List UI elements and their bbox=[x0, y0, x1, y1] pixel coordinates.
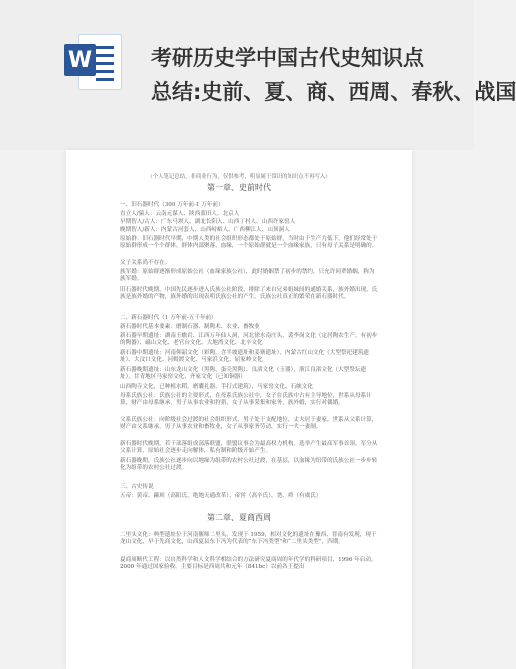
paragraph: 直立人/猿人：云南元谋人、陕西蓝田人、北京人 bbox=[120, 211, 240, 217]
paragraph: 母系氏族公社：氏族公社的主要形式，在母系氏族公社中，女子在氏族中占有主导地位，世系从母系计算，财产由母系继承，男子从事农业和狩猎，女子从事采集和家务，族外婚，实行对偶婚。 bbox=[120, 393, 372, 406]
paragraph: 旧石器时代晚期，中国先民逐步进入氏族公社阶段，排除了来自兄弟姐妹间的通婚关系，族外婚出现，氏族是族外婚的产物，族外婚的出现表明氏族公社的产生，氏族公社真正的繁荣在新石器时代。 bbox=[120, 287, 378, 300]
chapter-2-heading: 第二章、夏商西周 bbox=[207, 513, 271, 522]
chapter-1-heading: 第一章、史前时代 bbox=[207, 183, 271, 192]
paragraph: 五帝：黄帝、颛顼（高阳氏，绝地天通改革）、帝喾（高辛氏）、尧、舜（有虞氏） bbox=[120, 493, 322, 499]
word-document-icon bbox=[64, 32, 122, 90]
disclaimer-note: （个人笔记总结，非商业行为，仅供参考，明显属于常识的知识点不再写入） bbox=[147, 174, 331, 180]
paragraph: 二里头文化：典型遗址位于河南偃师二里头，发现于 1959，相对文化的遗址在豫西、晋南有发现，现于龙山文化，早于先商文化，山西夏县东下冯为代表的“东下冯类型”和“二里头类型”，四期。 bbox=[120, 532, 377, 545]
document-title-line-2: 总结:史前、夏、商、西周、春秋、战国 bbox=[151, 80, 516, 104]
paragraph: 新石器晚期，氏族公社逐步向以地缘为组带的农村公社过渡，在基层，以血缘为纽带的氏族公社一步步转化为组带的农村公社过渡。 bbox=[120, 458, 378, 471]
paragraph: 新石器早期遗址：湖南玉蟾岩、江西万年仙人洞，河北徐水南庄头，裴李岗文化（定居陶农生产，有初步的陶器）、磁山文化、老官台文化、大地湾文化、北辛文化 bbox=[120, 333, 378, 346]
paragraph: 族军婚：原始群逐渐形成原始公社（血缘家族公社），此时婚姻禁了初步的禁约，只允许同辈婚姻，称为族军婚。 bbox=[120, 269, 375, 282]
section-heading: 三、古史传说 bbox=[120, 484, 154, 490]
paragraph: 山西陶寺文化，已种植水稻，磨囊礼器、手打式建筑）、马家窑文化、石峡文化 bbox=[120, 384, 313, 390]
document-page bbox=[66, 150, 412, 669]
header-banner bbox=[0, 0, 516, 150]
paragraph: 晚期智人/新人：内蒙古河套人、山西峙峪人、广西柳江人、山顶洞人 bbox=[120, 227, 290, 233]
paragraph: 父子关系尚不存在。 bbox=[120, 260, 171, 266]
paragraph: 原始群：旧石器时代早期，中期人类的社会组织形态都处于原始群，当时由于生产力低下，他们经常处于原始群形成一个个群体，群体内部聚落、血缘，一个原始群就是一个血缘家族，只有母子关系是明确的。 bbox=[120, 236, 378, 249]
paragraph: 新石器中期遗址：河南仰韶文化（彩陶，含半坡遗址和姜寨遗址），内蒙古红山文化（大型祭祀建筑遗址）、大汶口文化、河姆渡文化、马家浜文化、屈家岭文化 bbox=[120, 350, 369, 363]
paragraph: 父系氏族公社：向阶级社会过渡的社会组织形式，男子处于支配地位，丈夫居于妻家，世系从父系计算，财产由父系继承，男子从事农业和畜牧业，女子从事家务劳动，实行一夫一妻制。 bbox=[120, 417, 378, 430]
paragraph: 新石器晚期遗址：山东龙山文化（黑陶，蛋壳黑陶）、良渚文化（玉器），浙江良渚文化（大型祭坛遗址），甘青地区马家窑文化，齐家文化（已知铜器） bbox=[120, 367, 367, 380]
document-line bbox=[96, 78, 114, 81]
document-line bbox=[96, 54, 114, 57]
paragraph: 早期智人/古人：广东马坝人、湖北长阳人、山西丁村人、山西许家窑人 bbox=[120, 219, 296, 225]
document-line bbox=[96, 70, 114, 73]
section-heading: 二、新石器时代（1 万年前-五千年前） bbox=[120, 315, 217, 321]
paragraph: 新石器时代基本要素：磨制石器、制陶术、农业、畜牧业 bbox=[120, 324, 260, 330]
document-line bbox=[96, 62, 114, 65]
paragraph: 夏商周断代工程：以自然科学和人文科学相结合的方法研究夏商周的年代学的科研项目，1996 年启动，2000 年通过国家验收。主要目标是西周共和元年（841bc）以前各王提出 bbox=[120, 557, 377, 570]
document-line bbox=[96, 46, 114, 49]
section-heading: 一、旧石器时代（300 万年前-1 万年前） bbox=[120, 202, 224, 208]
paragraph: 新石器时代晚期，若干部落组成部落联盟，联盟议事会为最高权力机构，选举产生最高军事首领，军分从父系计算，原始社会逐步走向解体，私有制和阶级开始产生。 bbox=[120, 441, 378, 454]
document-title-line-1: 考研历史学中国古代史知识点 bbox=[151, 46, 424, 70]
word-letter-badge: W bbox=[64, 44, 96, 76]
